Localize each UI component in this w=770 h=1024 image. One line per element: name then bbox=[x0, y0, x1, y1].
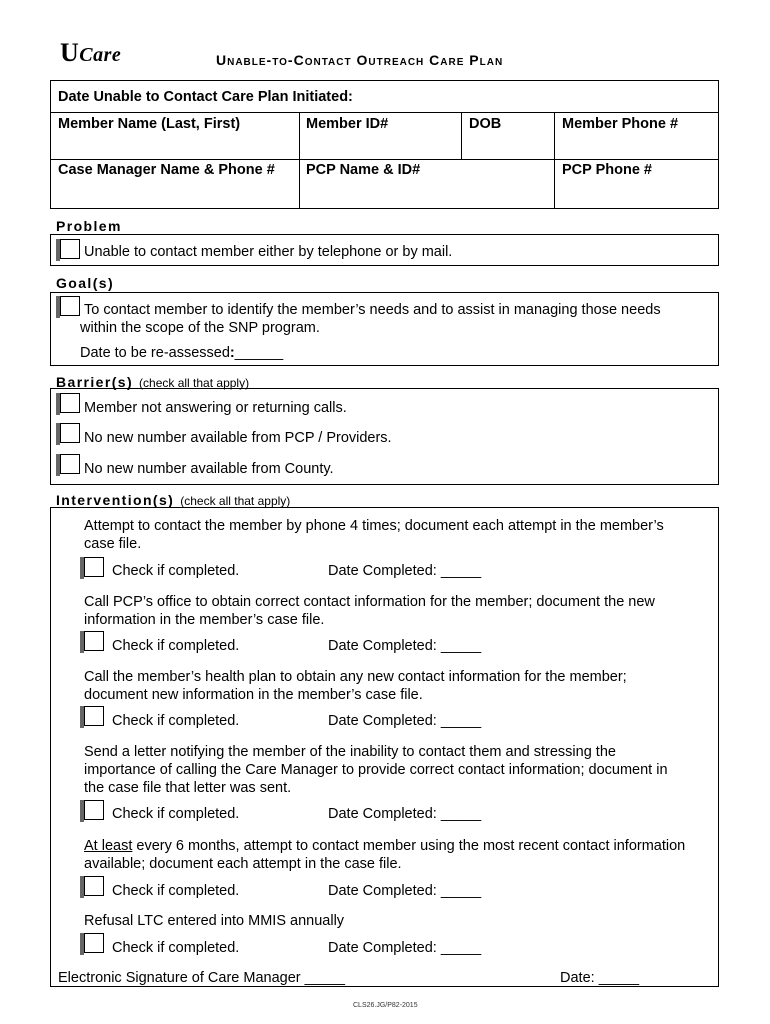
goal-line-1: To contact member to identify the member’s needs and to assist in managing those needs bbox=[84, 302, 661, 318]
intervention-4-line-1: Send a letter notifying the member of the inability to contact them and stressing the bbox=[84, 744, 616, 760]
intervention-5-checkbox[interactable] bbox=[84, 876, 104, 896]
intervention-4-date[interactable]: Date Completed: _____ bbox=[328, 806, 482, 822]
goals-heading: Goal(s) bbox=[56, 275, 115, 291]
barrier-checkbox-3[interactable] bbox=[60, 454, 80, 474]
signature-blank[interactable]: _____ bbox=[304, 970, 345, 986]
pcp-name-label: PCP Name & ID# bbox=[306, 162, 421, 178]
intervention-6-date[interactable]: Date Completed: _____ bbox=[328, 940, 482, 956]
intervention-5-line-2: available; document each attempt in the case file. bbox=[84, 856, 402, 872]
goal-line-2: within the scope of the SNP program. bbox=[80, 320, 320, 336]
problem-text: Unable to contact member either by telephone or by mail. bbox=[84, 244, 453, 260]
intervention-2-check-label: Check if completed. bbox=[112, 638, 240, 654]
logo-u: U bbox=[60, 38, 80, 67]
barrier-item-1: Member not answering or returning calls. bbox=[84, 400, 347, 416]
barrier-checkbox-2[interactable] bbox=[60, 423, 80, 443]
reassess-colon: : bbox=[229, 345, 235, 361]
logo-text: Care bbox=[79, 44, 122, 66]
member-phone-label: Member Phone # bbox=[562, 116, 679, 132]
intervention-1-line-1: Attempt to contact the member by phone 4 times; document each attempt in the member’s bbox=[84, 518, 664, 534]
intervention-3-check-label: Check if completed. bbox=[112, 713, 240, 729]
intervention-1-line-2: case file. bbox=[84, 536, 142, 552]
barriers-title: Barrier(s) bbox=[56, 374, 134, 390]
barriers-note: (check all that apply) bbox=[139, 376, 250, 390]
case-manager-label: Case Manager Name & Phone # bbox=[58, 162, 275, 178]
divider bbox=[50, 159, 719, 160]
signature-label: Electronic Signature of Care Manager bbox=[58, 970, 301, 986]
barrier-checkbox-1[interactable] bbox=[60, 393, 80, 413]
intervention-3-line-2: document new information in the member’s case file. bbox=[84, 687, 423, 703]
intervention-3-checkbox[interactable] bbox=[84, 706, 104, 726]
barrier-item-2: No new number available from PCP / Providers. bbox=[84, 430, 392, 446]
signature-line bbox=[58, 969, 345, 987]
interventions-note: (check all that apply) bbox=[180, 494, 291, 508]
intervention-2-date[interactable]: Date Completed: _____ bbox=[328, 638, 482, 654]
goal-checkbox[interactable] bbox=[60, 296, 80, 316]
signature-date-blank[interactable]: _____ bbox=[598, 970, 640, 986]
ucare-logo bbox=[60, 38, 121, 68]
member-name-label: Member Name (Last, First) bbox=[58, 116, 241, 132]
intervention-3-date[interactable]: Date Completed: _____ bbox=[328, 713, 482, 729]
divider bbox=[461, 112, 462, 159]
reassess-line bbox=[80, 344, 283, 362]
intervention-2-line-1: Call PCP’s office to obtain correct contact information for the member; document the new bbox=[84, 594, 655, 610]
intervention-4-checkbox[interactable] bbox=[84, 800, 104, 820]
intervention-1-checkbox[interactable] bbox=[84, 557, 104, 577]
intervention-5-line-1-rest: every 6 months, attempt to contact member using the most recent contact information bbox=[132, 838, 686, 854]
intervention-2-line-2: information in the member’s case file. bbox=[84, 612, 325, 628]
member-id-label: Member ID# bbox=[306, 116, 389, 132]
intervention-4-check-label: Check if completed. bbox=[112, 806, 240, 822]
form-title: Unable-to-Contact Outreach Care Plan bbox=[216, 52, 504, 68]
date-initiated-label: Date Unable to Contact Care Plan Initiated: bbox=[58, 89, 353, 105]
interventions-title: Intervention(s) bbox=[56, 492, 175, 508]
intervention-3-line-1: Call the member’s health plan to obtain any new contact information for the member; bbox=[84, 669, 627, 685]
signature-date-line bbox=[560, 969, 639, 987]
intervention-1-check-label: Check if completed. bbox=[112, 563, 240, 579]
at-least-text: At least bbox=[84, 838, 133, 854]
pcp-phone-label: PCP Phone # bbox=[562, 162, 652, 178]
intervention-6-line-1: Refusal LTC entered into MMIS annually bbox=[84, 913, 345, 929]
reassess-blank[interactable]: ______ bbox=[234, 345, 284, 361]
problem-checkbox[interactable] bbox=[60, 239, 80, 259]
divider bbox=[299, 112, 300, 209]
intervention-6-checkbox[interactable] bbox=[84, 933, 104, 953]
form-code: CLS26.JG/P82-2015 bbox=[353, 1002, 418, 1009]
intervention-5-line-1 bbox=[84, 837, 685, 855]
intervention-1-date[interactable]: Date Completed: _____ bbox=[328, 563, 482, 579]
intervention-4-line-2: importance of calling the Care Manager to provide correct contact information; document in bbox=[84, 762, 668, 778]
interventions-heading bbox=[56, 492, 290, 508]
intervention-6-check-label: Check if completed. bbox=[112, 940, 240, 956]
intervention-5-check-label: Check if completed. bbox=[112, 883, 240, 899]
intervention-5-date[interactable]: Date Completed: _____ bbox=[328, 883, 482, 899]
intervention-2-checkbox[interactable] bbox=[84, 631, 104, 651]
divider bbox=[554, 112, 555, 209]
signature-date-label: Date: bbox=[560, 970, 595, 986]
reassess-label: Date to be re-assessed bbox=[80, 345, 230, 361]
divider bbox=[50, 112, 719, 113]
barrier-item-3: No new number available from County. bbox=[84, 461, 334, 477]
problem-heading: Problem bbox=[56, 218, 122, 234]
intervention-4-line-3: the case file that letter was sent. bbox=[84, 780, 292, 796]
dob-label: DOB bbox=[469, 116, 502, 132]
